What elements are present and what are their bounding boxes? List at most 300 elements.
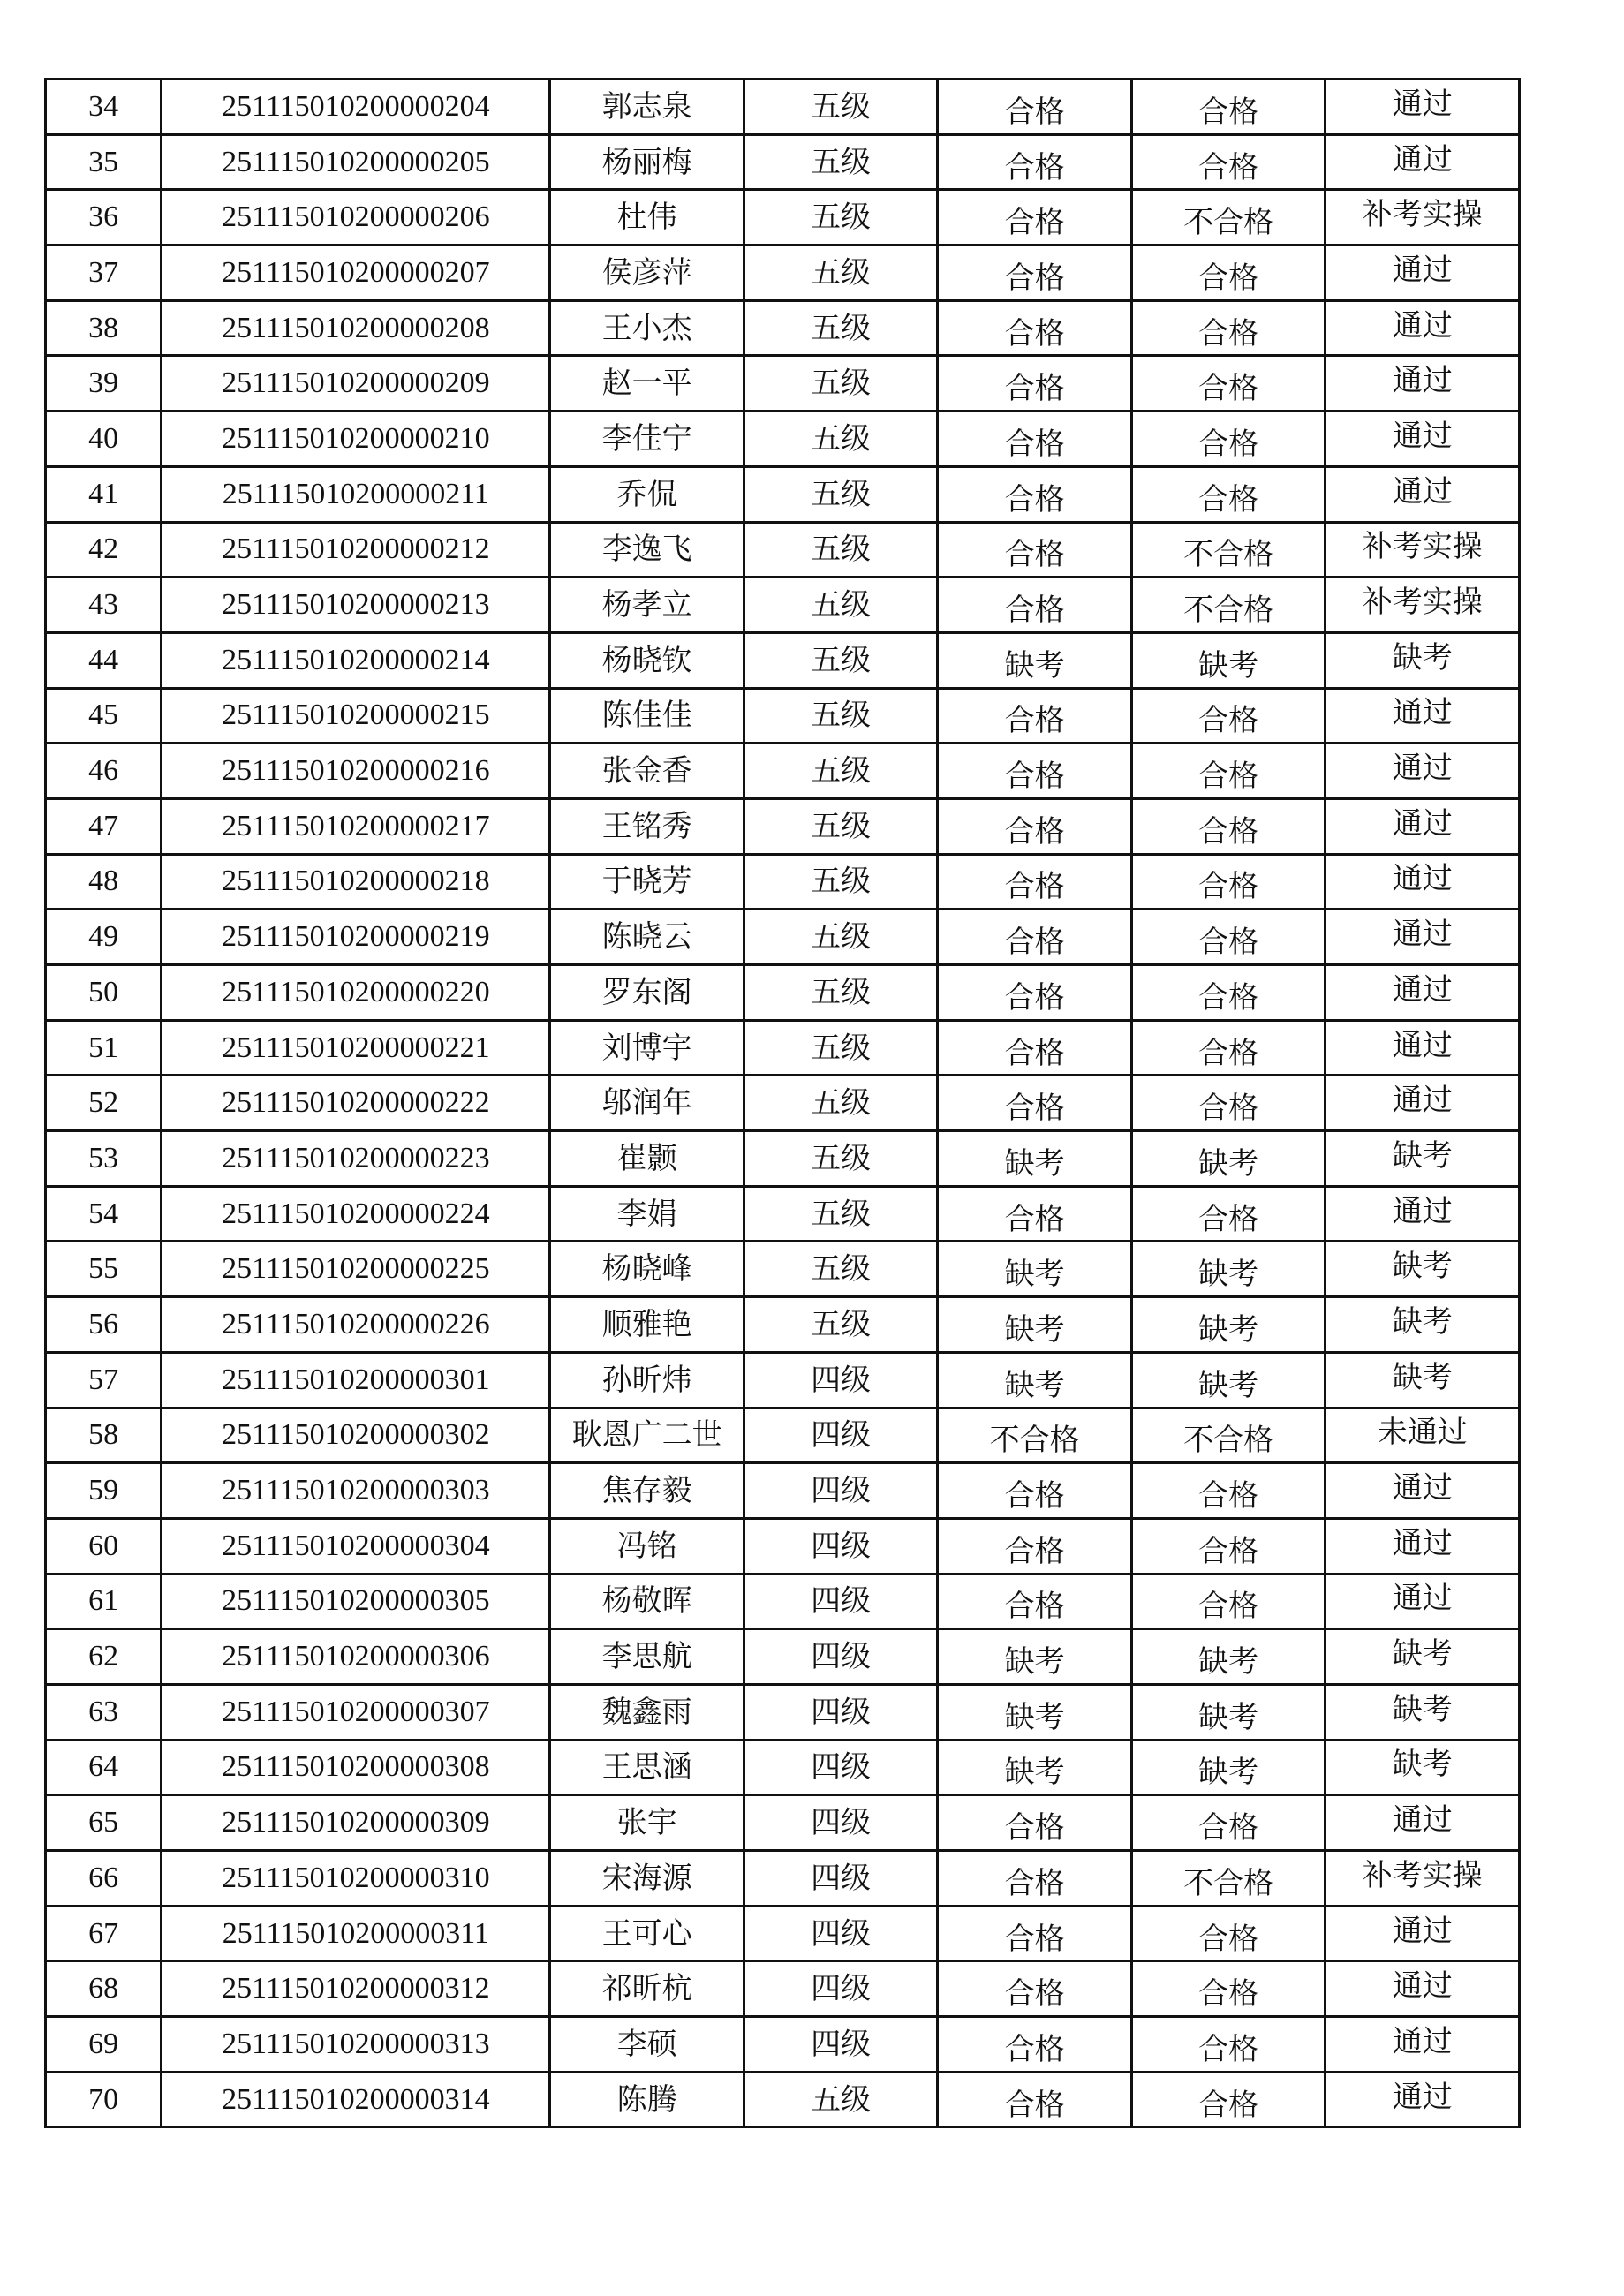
seq-number: 51 xyxy=(88,1031,119,1064)
result-cell xyxy=(1326,578,1520,633)
seq-number: 53 xyxy=(88,1141,119,1174)
theory-status: 缺考 xyxy=(1004,1755,1065,1791)
table-row xyxy=(46,2072,1520,2127)
result-status: 通过 xyxy=(1392,1968,1453,2005)
seq-cell xyxy=(46,632,162,688)
level-cell xyxy=(744,578,938,633)
candidate-name: 郭志泉 xyxy=(601,88,692,125)
level-cell xyxy=(744,522,938,578)
name-cell xyxy=(550,1740,744,1795)
level-cell xyxy=(744,910,938,965)
exam-id-cell xyxy=(162,1242,550,1297)
level-value: 五级 xyxy=(811,420,872,457)
theory-cell xyxy=(938,854,1132,910)
level-cell xyxy=(744,854,938,910)
name-cell xyxy=(550,1795,744,1851)
practical-cell xyxy=(1131,300,1326,356)
seq-cell xyxy=(46,1740,162,1795)
candidate-name: 侯彦萍 xyxy=(601,254,692,291)
theory-status: 合格 xyxy=(1004,426,1065,462)
theory-status: 合格 xyxy=(1004,1201,1065,1237)
theory-cell xyxy=(938,2072,1132,2127)
exam-id-cell xyxy=(162,1740,550,1795)
seq-number: 40 xyxy=(88,421,119,455)
practical-cell xyxy=(1131,1020,1326,1076)
exam-id: 251115010200000301 xyxy=(222,1363,490,1396)
result-cell xyxy=(1326,522,1520,578)
candidate-name: 杨晓峰 xyxy=(601,1251,692,1288)
candidate-name: 刘博宇 xyxy=(601,1030,692,1066)
candidate-name: 罗东阁 xyxy=(601,974,692,1010)
seq-cell xyxy=(46,1131,162,1187)
practical-status: 合格 xyxy=(1198,1810,1259,1847)
practical-status: 缺考 xyxy=(1198,1755,1259,1791)
theory-cell xyxy=(938,1408,1132,1463)
theory-status: 合格 xyxy=(1004,2087,1065,2123)
name-cell xyxy=(550,1352,744,1408)
level-value: 四级 xyxy=(811,1528,872,1564)
table-row xyxy=(46,1131,1520,1187)
theory-status: 缺考 xyxy=(1004,1311,1065,1348)
level-cell xyxy=(744,1131,938,1187)
exam-id-cell xyxy=(162,1131,550,1187)
practical-cell xyxy=(1131,1297,1326,1353)
theory-status: 合格 xyxy=(1004,1091,1065,1127)
name-cell xyxy=(550,1242,744,1297)
theory-status: 合格 xyxy=(1004,94,1065,130)
level-value: 五级 xyxy=(811,864,872,900)
exam-id-cell xyxy=(162,688,550,744)
exam-id: 251115010200000208 xyxy=(222,311,490,344)
seq-cell xyxy=(46,79,162,135)
seq-number: 54 xyxy=(88,1197,119,1230)
name-cell xyxy=(550,2072,744,2127)
table-row xyxy=(46,1463,1520,1519)
result-cell xyxy=(1326,1297,1520,1353)
theory-cell xyxy=(938,356,1132,412)
exam-id: 251115010200000216 xyxy=(222,754,490,788)
theory-status: 合格 xyxy=(1004,925,1065,961)
seq-cell xyxy=(46,1020,162,1076)
theory-cell xyxy=(938,1076,1132,1131)
table-row xyxy=(46,1242,1520,1297)
candidate-name: 陈晓云 xyxy=(601,919,692,955)
exam-id: 251115010200000311 xyxy=(222,1916,489,1950)
result-cell xyxy=(1326,1352,1520,1408)
seq-cell xyxy=(46,578,162,633)
candidate-name: 于晓芳 xyxy=(601,864,692,900)
theory-cell xyxy=(938,1906,1132,1961)
result-cell xyxy=(1326,245,1520,301)
theory-cell xyxy=(938,1684,1132,1740)
seq-cell xyxy=(46,1906,162,1961)
level-value: 五级 xyxy=(811,1251,872,1288)
result-status: 通过 xyxy=(1392,861,1453,897)
level-cell xyxy=(744,1463,938,1519)
name-cell xyxy=(550,1518,744,1574)
name-cell xyxy=(550,1961,744,2017)
seq-cell xyxy=(46,1795,162,1851)
seq-cell xyxy=(46,688,162,744)
result-status: 未通过 xyxy=(1377,1415,1468,1451)
practical-cell xyxy=(1131,2017,1326,2073)
exam-id-cell xyxy=(162,1574,550,1629)
table-row xyxy=(46,1518,1520,1574)
result-cell xyxy=(1326,356,1520,412)
seq-number: 46 xyxy=(88,754,119,788)
exam-id-cell xyxy=(162,134,550,190)
seq-number: 60 xyxy=(88,1529,119,1562)
seq-number: 34 xyxy=(88,89,119,123)
result-status: 通过 xyxy=(1392,252,1453,288)
result-status: 缺考 xyxy=(1392,1137,1453,1174)
table-row xyxy=(46,1352,1520,1408)
seq-cell xyxy=(46,1463,162,1519)
practical-cell xyxy=(1131,1961,1326,2017)
level-value: 五级 xyxy=(811,1196,872,1232)
level-value: 五级 xyxy=(811,2081,872,2118)
exam-id: 251115010200000220 xyxy=(222,975,490,1008)
theory-status: 缺考 xyxy=(1004,1644,1065,1680)
candidate-name: 孙昕炜 xyxy=(601,1362,692,1398)
level-cell xyxy=(744,1242,938,1297)
level-cell xyxy=(744,1795,938,1851)
exam-id: 251115010200000219 xyxy=(222,920,490,954)
exam-id-cell xyxy=(162,245,550,301)
level-value: 五级 xyxy=(811,366,872,402)
practical-cell xyxy=(1131,1463,1326,1519)
theory-status: 合格 xyxy=(1004,1921,1065,1957)
candidate-name: 魏鑫雨 xyxy=(601,1694,692,1730)
candidate-name: 陈佳佳 xyxy=(601,698,692,734)
practical-status: 合格 xyxy=(1198,371,1259,407)
candidate-name: 杨晓钦 xyxy=(601,642,692,678)
level-value: 五级 xyxy=(811,200,872,236)
theory-cell xyxy=(938,2017,1132,2073)
result-cell xyxy=(1326,1795,1520,1851)
practical-status: 合格 xyxy=(1198,869,1259,905)
table-row xyxy=(46,134,1520,190)
level-value: 五级 xyxy=(811,144,872,180)
result-status: 通过 xyxy=(1392,805,1453,842)
exam-id: 251115010200000309 xyxy=(222,1806,490,1839)
theory-cell xyxy=(938,1795,1132,1851)
table-row xyxy=(46,1629,1520,1685)
seq-cell xyxy=(46,245,162,301)
practical-status: 缺考 xyxy=(1198,647,1259,684)
table-row xyxy=(46,1684,1520,1740)
name-cell xyxy=(550,688,744,744)
exam-id: 251115010200000312 xyxy=(222,1972,490,2005)
theory-cell xyxy=(938,965,1132,1021)
candidate-name: 顺雅艳 xyxy=(601,1306,692,1342)
theory-cell xyxy=(938,1961,1132,2017)
seq-number: 41 xyxy=(88,477,119,510)
seq-number: 48 xyxy=(88,865,119,898)
practical-cell xyxy=(1131,1906,1326,1961)
level-cell xyxy=(744,79,938,135)
level-cell xyxy=(744,1020,938,1076)
level-value: 四级 xyxy=(811,1749,872,1786)
seq-cell xyxy=(46,134,162,190)
exam-id: 251115010200000304 xyxy=(222,1529,490,1562)
level-value: 五级 xyxy=(811,974,872,1010)
table-row xyxy=(46,2017,1520,2073)
level-cell xyxy=(744,1906,938,1961)
seq-cell xyxy=(46,412,162,467)
name-cell xyxy=(550,190,744,245)
practical-status: 合格 xyxy=(1198,149,1259,185)
exam-id-cell xyxy=(162,1020,550,1076)
level-value: 五级 xyxy=(811,1030,872,1066)
theory-status: 合格 xyxy=(1004,979,1065,1016)
practical-status: 合格 xyxy=(1198,1035,1259,1071)
result-status: 通过 xyxy=(1392,2023,1453,2059)
result-cell xyxy=(1326,79,1520,135)
result-cell xyxy=(1326,965,1520,1021)
exam-id: 251115010200000212 xyxy=(222,532,490,566)
exam-id: 251115010200000314 xyxy=(222,2082,490,2116)
exam-id-cell xyxy=(162,910,550,965)
exam-id: 251115010200000221 xyxy=(222,1031,490,1064)
practical-cell xyxy=(1131,1574,1326,1629)
theory-status: 合格 xyxy=(1004,149,1065,185)
result-cell xyxy=(1326,1629,1520,1685)
result-status: 缺考 xyxy=(1392,1691,1453,1727)
practical-cell xyxy=(1131,744,1326,799)
table-row xyxy=(46,910,1520,965)
exam-id-cell xyxy=(162,1408,550,1463)
level-value: 四级 xyxy=(811,1583,872,1620)
exam-id: 251115010200000308 xyxy=(222,1750,490,1784)
candidate-name: 乔侃 xyxy=(616,476,677,512)
seq-number: 38 xyxy=(88,311,119,344)
practical-cell xyxy=(1131,412,1326,467)
level-cell xyxy=(744,1574,938,1629)
exam-id-cell xyxy=(162,522,550,578)
seq-cell xyxy=(46,798,162,854)
table-row xyxy=(46,522,1520,578)
exam-id: 251115010200000226 xyxy=(222,1307,490,1341)
result-status: 缺考 xyxy=(1392,1249,1453,1285)
exam-id-cell xyxy=(162,356,550,412)
candidate-name: 宋海源 xyxy=(601,1860,692,1896)
theory-status: 不合格 xyxy=(989,1423,1080,1459)
name-cell xyxy=(550,1076,744,1131)
theory-cell xyxy=(938,578,1132,633)
table-row xyxy=(46,1961,1520,2017)
exam-id-cell xyxy=(162,2072,550,2127)
name-cell xyxy=(550,1131,744,1187)
table-row xyxy=(46,300,1520,356)
level-value: 四级 xyxy=(811,1805,872,1841)
theory-cell xyxy=(938,79,1132,135)
practical-status: 不合格 xyxy=(1183,537,1274,573)
seq-number: 65 xyxy=(88,1806,119,1839)
theory-status: 合格 xyxy=(1004,593,1065,629)
table-row xyxy=(46,1574,1520,1629)
result-cell xyxy=(1326,688,1520,744)
practical-status: 合格 xyxy=(1198,260,1259,296)
candidate-name: 焦存毅 xyxy=(601,1473,692,1509)
result-cell xyxy=(1326,190,1520,245)
practical-cell xyxy=(1131,1518,1326,1574)
result-cell xyxy=(1326,412,1520,467)
seq-cell xyxy=(46,2017,162,2073)
exam-id-cell xyxy=(162,854,550,910)
result-cell xyxy=(1326,1906,1520,1961)
practical-status: 合格 xyxy=(1198,94,1259,130)
exam-id-cell xyxy=(162,79,550,135)
level-cell xyxy=(744,1961,938,2017)
candidate-name: 张金香 xyxy=(601,753,692,789)
result-status: 通过 xyxy=(1392,1083,1453,1119)
exam-id-cell xyxy=(162,1076,550,1131)
exam-id: 251115010200000224 xyxy=(222,1197,490,1230)
result-status: 通过 xyxy=(1392,473,1453,510)
theory-status: 缺考 xyxy=(1004,1257,1065,1293)
level-value: 四级 xyxy=(811,1971,872,2007)
theory-cell xyxy=(938,632,1132,688)
name-cell xyxy=(550,356,744,412)
level-value: 四级 xyxy=(811,1860,872,1896)
theory-status: 合格 xyxy=(1004,869,1065,905)
practical-cell xyxy=(1131,522,1326,578)
seq-number: 52 xyxy=(88,1086,119,1120)
seq-number: 42 xyxy=(88,532,119,566)
practical-cell xyxy=(1131,965,1326,1021)
theory-cell xyxy=(938,412,1132,467)
seq-number: 45 xyxy=(88,699,119,732)
level-value: 四级 xyxy=(811,1639,872,1675)
seq-number: 67 xyxy=(88,1916,119,1950)
exam-id: 251115010200000207 xyxy=(222,255,490,289)
practical-status: 不合格 xyxy=(1183,205,1274,241)
name-cell xyxy=(550,466,744,522)
theory-cell xyxy=(938,300,1132,356)
table-row xyxy=(46,245,1520,301)
result-status: 补考实操 xyxy=(1362,197,1483,233)
practical-cell xyxy=(1131,1352,1326,1408)
name-cell xyxy=(550,578,744,633)
candidate-name: 王可心 xyxy=(601,1915,692,1952)
theory-cell xyxy=(938,522,1132,578)
theory-status: 缺考 xyxy=(1004,1367,1065,1403)
result-status: 缺考 xyxy=(1392,1359,1453,1395)
practical-cell xyxy=(1131,1076,1326,1131)
seq-cell xyxy=(46,744,162,799)
practical-cell xyxy=(1131,134,1326,190)
result-status: 通过 xyxy=(1392,971,1453,1008)
theory-status: 合格 xyxy=(1004,1478,1065,1514)
result-status: 通过 xyxy=(1392,1913,1453,1949)
seq-number: 56 xyxy=(88,1307,119,1341)
candidate-name: 李硕 xyxy=(616,2026,677,2062)
seq-cell xyxy=(46,1684,162,1740)
practical-status: 合格 xyxy=(1198,2087,1259,2123)
practical-status: 合格 xyxy=(1198,1533,1259,1569)
exam-id-cell xyxy=(162,1906,550,1961)
theory-cell xyxy=(938,1131,1132,1187)
seq-number: 36 xyxy=(88,200,119,234)
practical-cell xyxy=(1131,798,1326,854)
name-cell xyxy=(550,245,744,301)
exam-id-cell xyxy=(162,1297,550,1353)
result-cell xyxy=(1326,1020,1520,1076)
name-cell xyxy=(550,1574,744,1629)
result-status: 缺考 xyxy=(1392,639,1453,676)
name-cell xyxy=(550,412,744,467)
name-cell xyxy=(550,1297,744,1353)
exam-id-cell xyxy=(162,798,550,854)
seq-cell xyxy=(46,910,162,965)
result-status: 通过 xyxy=(1392,1581,1453,1617)
table-row xyxy=(46,1851,1520,1907)
result-status: 补考实操 xyxy=(1362,1857,1483,1893)
table-row xyxy=(46,1020,1520,1076)
practical-cell xyxy=(1131,1851,1326,1907)
result-cell xyxy=(1326,1186,1520,1242)
level-cell xyxy=(744,2072,938,2127)
exam-id: 251115010200000217 xyxy=(222,809,490,842)
theory-cell xyxy=(938,910,1132,965)
level-value: 五级 xyxy=(811,476,872,512)
practical-cell xyxy=(1131,688,1326,744)
theory-cell xyxy=(938,190,1132,245)
seq-number: 64 xyxy=(88,1750,119,1784)
seq-number: 49 xyxy=(88,920,119,954)
exam-id-cell xyxy=(162,744,550,799)
seq-number: 69 xyxy=(88,2027,119,2060)
exam-id-cell xyxy=(162,1961,550,2017)
theory-status: 合格 xyxy=(1004,1865,1065,1901)
theory-status: 合格 xyxy=(1004,1533,1065,1569)
practical-cell xyxy=(1131,190,1326,245)
theory-cell xyxy=(938,1629,1132,1685)
seq-number: 66 xyxy=(88,1861,119,1894)
table-row xyxy=(46,1186,1520,1242)
practical-status: 合格 xyxy=(1198,703,1259,739)
name-cell xyxy=(550,522,744,578)
table-row xyxy=(46,1408,1520,1463)
level-cell xyxy=(744,965,938,1021)
practical-cell xyxy=(1131,1684,1326,1740)
practical-cell xyxy=(1131,466,1326,522)
level-cell xyxy=(744,356,938,412)
table-row xyxy=(46,688,1520,744)
result-status: 缺考 xyxy=(1392,1303,1453,1340)
practical-status: 合格 xyxy=(1198,813,1259,850)
result-cell xyxy=(1326,1408,1520,1463)
level-cell xyxy=(744,688,938,744)
practical-cell xyxy=(1131,910,1326,965)
level-value: 五级 xyxy=(811,254,872,291)
exam-id: 251115010200000222 xyxy=(222,1086,490,1120)
practical-cell xyxy=(1131,356,1326,412)
table-row xyxy=(46,1740,1520,1795)
candidate-name: 杨丽梅 xyxy=(601,144,692,180)
exam-id-cell xyxy=(162,2017,550,2073)
exam-id: 251115010200000215 xyxy=(222,699,490,732)
candidate-name: 杨孝立 xyxy=(601,587,692,623)
seq-cell xyxy=(46,190,162,245)
exam-id: 251115010200000302 xyxy=(222,1418,490,1452)
table-row xyxy=(46,744,1520,799)
theory-cell xyxy=(938,134,1132,190)
theory-status: 合格 xyxy=(1004,260,1065,296)
level-value: 四级 xyxy=(811,1417,872,1454)
result-cell xyxy=(1326,1242,1520,1297)
